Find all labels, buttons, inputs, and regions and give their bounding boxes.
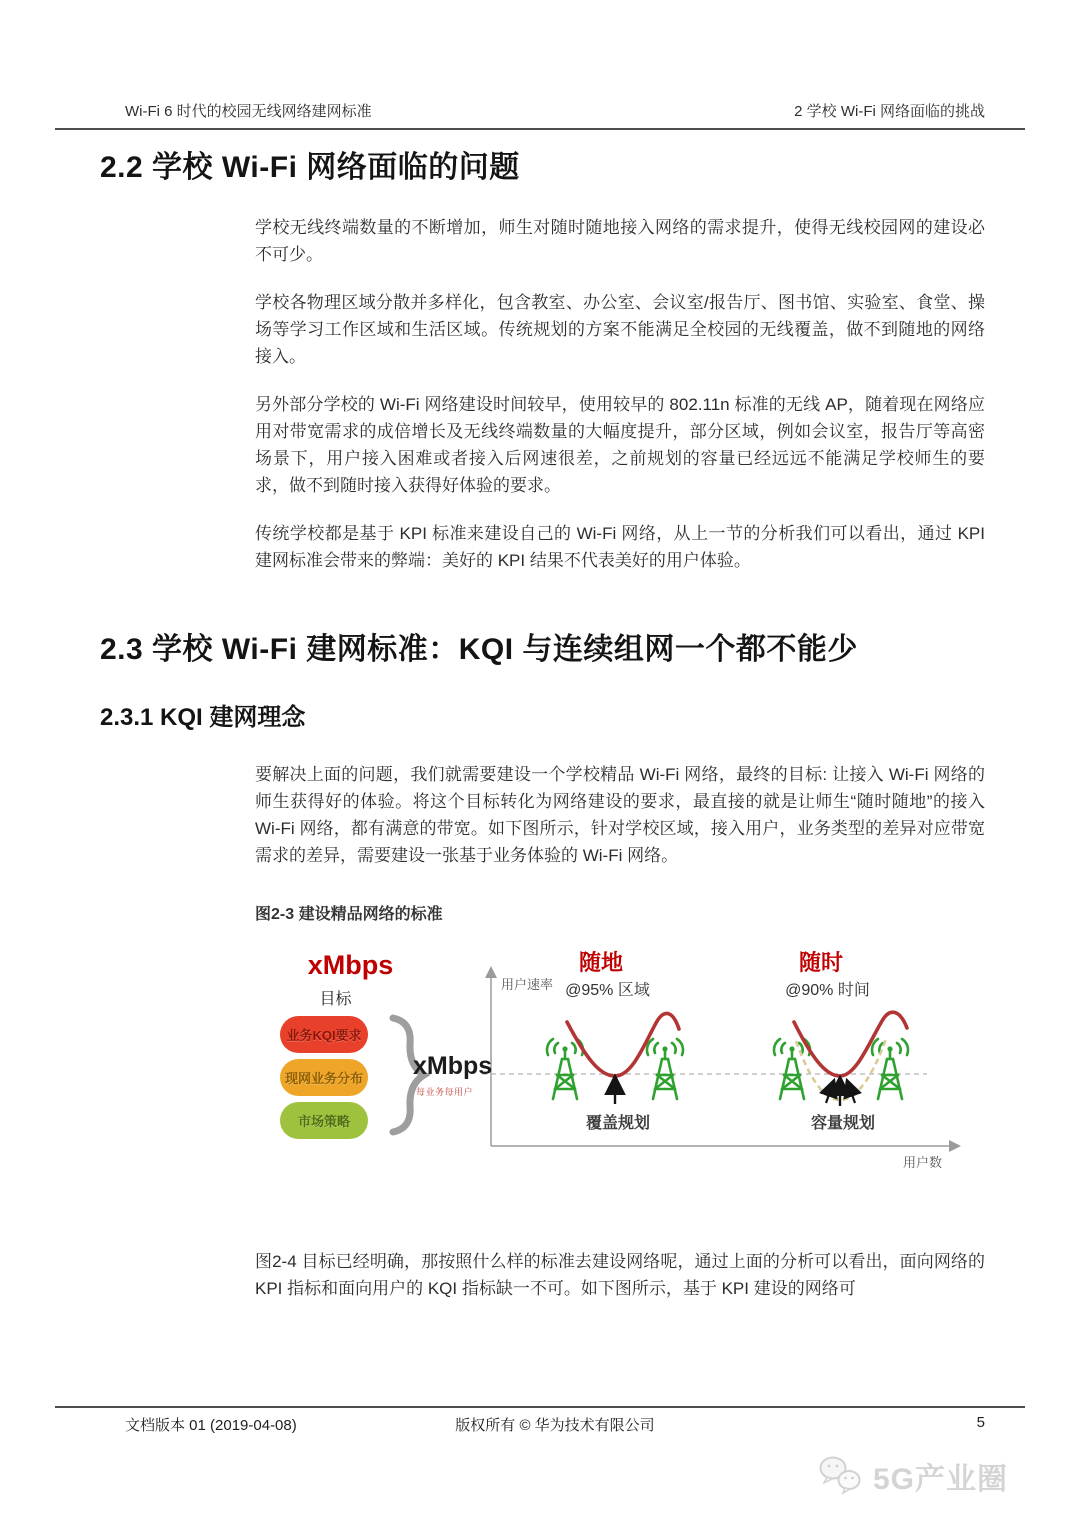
- page-header: [55, 100, 1025, 130]
- antenna-tower-icon: [547, 1039, 583, 1099]
- paragraph: 另外部分学校的 Wi-Fi 网络建设时间较早，使用较早的 802.11n 标准的无线 AP，随着现在网络应用对带宽需求的成倍增长及无线终端数量的大幅度提升，部分区域，例如会议室，报告厅等高密场景下，用户接入困难或者接入后网速很差，之前规划的容量已经远远不能满足学校师生的要求，做不到随时接入获得好体验的要求。: [255, 395, 985, 495]
- section-2-3-1-title: 2.3.1 KQI 建网理念: [100, 704, 306, 731]
- target-value: xMbps: [307, 949, 394, 980]
- footer-rule: [55, 1406, 1025, 1408]
- header-doc-title: Wi-Fi 6 时代的校园无线网络建网标准: [125, 103, 372, 120]
- pill-market-strategy: 市场策略: [280, 1102, 368, 1139]
- page-content: [100, 150, 985, 1302]
- header-chapter-title: 2 学校 Wi-Fi 网络面临的挑战: [794, 103, 985, 120]
- paragraph: 学校各物理区域分散并多样化，包含教室、办公室、会议室/报告厅、图书馆、实验室、食堂、操场等学习工作区域和生活区域。传统规划的方案不能满足全校园的无线覆盖，做不到随地的网络接入。: [255, 293, 985, 366]
- header-rule: [55, 128, 1025, 130]
- footer-page-number: 5: [976, 1414, 985, 1431]
- figure-2-3: [255, 946, 995, 1188]
- coverage-chart-subtitle: @95% 区域: [565, 981, 650, 999]
- coverage-chart-label: 覆盖规划: [585, 1114, 650, 1132]
- paragraph: 要解决上面的问题，我们就需要建设一个学校精品 Wi-Fi 网络，最终的目标: 让接入 Wi-Fi 网络的师生获得好的体验。将这个目标转化为网络建设的要求，最直接的就是让师生“随时随地”的接入 Wi-Fi 网络，都有满意的带宽。如下图所示，针对学校区域，接入用户，业务类型的差异对应带宽需求的差异，需要建设一张基于业务体验的 Wi-Fi 网络。: [255, 764, 985, 865]
- paragraph: 传统学校都是基于 KPI 标准来建设自己的 Wi-Fi 网络，从上一节的分析我们可以看出，通过 KPI 建网标准会带来的弊端：美好的 KPI 结果不代表美好的用户体验。: [255, 524, 985, 570]
- coverage-chart-title: 随地: [578, 949, 623, 975]
- watermark: [818, 1454, 1008, 1498]
- watermark-text: 5G产业圈: [872, 1463, 1008, 1496]
- capacity-chart-subtitle: @90% 时间: [785, 981, 870, 999]
- x-axis-label: 用户数: [903, 1154, 943, 1170]
- page-footer: [125, 1414, 985, 1435]
- antenna-tower-icon: [647, 1039, 683, 1099]
- target-label: 目标: [319, 990, 352, 1008]
- antenna-tower-icon: [774, 1039, 810, 1099]
- paragraph: 学校无线终端数量的不断增加，师生对随时随地接入网络的需求提升，使得无线校园网的建设必不可少。: [255, 218, 985, 264]
- coverage-rate-curve: [567, 1013, 679, 1076]
- footer-version: 文档版本 01 (2019-04-08): [125, 1417, 297, 1434]
- section-2-2-title: 2.2 学校 Wi-Fi 网络面临的问题: [100, 151, 520, 184]
- wechat-bubbles-icon: [818, 1455, 866, 1497]
- capacity-chart-label: 容量规划: [810, 1114, 875, 1132]
- pill-kqi-requirement: 业务KQI要求: [280, 1016, 368, 1053]
- antenna-tower-icon: [872, 1039, 908, 1099]
- capacity-rate-curve: [794, 1012, 907, 1076]
- paragraph: 图2-4 目标已经明确，那按照什么样的标准去建设网络呢，通过上面的分析可以看出，面向网络的 KPI 指标和面向用户的 KQI 指标缺一不可。如下图所示，基于 KPI 建设的网络可: [255, 1251, 985, 1298]
- footer-copyright: 版权所有 © 华为技术有限公司: [455, 1417, 655, 1434]
- result-note: 每业务每用户: [416, 1086, 474, 1097]
- result-value: xMbps: [413, 1051, 493, 1080]
- figure-caption: 图2-3 建设精品网络的标准: [255, 905, 443, 923]
- y-axis-label: 用户速率: [501, 976, 554, 992]
- section-2-3-title: 2.3 学校 Wi-Fi 建网标准：KQI 与连续组网一个都不能少: [100, 633, 858, 666]
- capacity-chart-title: 随时: [798, 949, 843, 975]
- pill-service-distribution: 现网业务分布: [280, 1059, 368, 1096]
